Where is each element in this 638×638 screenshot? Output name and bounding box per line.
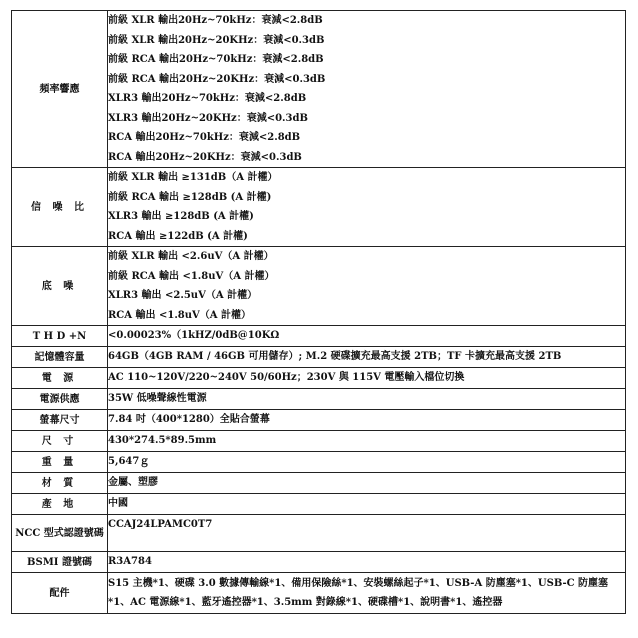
spec-row-noise-floor	[12, 247, 626, 326]
spec-label: T H D +N	[12, 326, 108, 347]
spec-row-weight	[12, 452, 626, 473]
spec-line: R3A784	[108, 556, 152, 567]
spec-line: XLR3 輸出 ≥128dB (A 計權)	[108, 211, 254, 222]
spec-line: RCA 輸出 ≥122dB (A 計權)	[108, 230, 248, 242]
spec-row-thd	[12, 326, 626, 347]
spec-row-accessories	[12, 573, 626, 614]
spec-line: 35W 低噪聲線性電源	[108, 393, 207, 404]
spec-row-storage	[12, 347, 626, 368]
spec-line: <0.00023%（1kHZ/0dB@10KΩ	[108, 330, 280, 341]
spec-line: 7.84 吋（400*1280）全貼合螢幕	[108, 414, 270, 425]
spec-label: 電源供應	[12, 389, 108, 410]
spec-value	[108, 473, 626, 494]
spec-row-dimensions	[12, 431, 626, 452]
spec-value	[108, 389, 626, 410]
spec-line: 前級 XLR 輸出20Hz~70kHz：衰減<2.8dB	[108, 15, 323, 26]
spec-line: 前級 XLR 輸出 ≥131dB（A 計權）	[108, 172, 278, 183]
spec-line: 前級 XLR 輸出20Hz~20KHz：衰減<0.3dB	[108, 34, 325, 46]
spec-line: AC 110~120V/220~240V 50/60Hz；230V 與 115V 電壓輸入檔位切換	[108, 372, 465, 383]
spec-row-bsmi	[12, 552, 626, 573]
spec-line: 中國	[108, 498, 128, 509]
spec-row-frequency-response	[12, 11, 626, 168]
spec-row-ncc	[12, 515, 626, 552]
spec-table	[11, 10, 626, 614]
spec-line: 5,647ｇ	[108, 456, 150, 467]
spec-line: 前級 RCA 輸出20Hz~20KHz：衰減<0.3dB	[108, 73, 326, 85]
spec-line: XLR3 輸出20Hz~20KHz：衰減<0.3dB	[108, 112, 308, 124]
spec-value	[108, 247, 626, 326]
spec-line: RCA 輸出20Hz~70kHz：衰減<2.8dB	[108, 132, 301, 143]
spec-label: 記憶體容量	[12, 347, 108, 368]
spec-line: S15 主機*1、硬碟 3.0 數據傳輸線*1、備用保險絲*1、安裝螺絲起子*1、USB-A 防塵塞*1、USB-C 防塵塞*1、AC 電源線*1、藍牙遙控器*1、3.5mm 對錄線*1、硬碟槽*1、說明書*1、遙控器	[108, 578, 609, 608]
spec-label: NCC 型式認證號碼	[12, 515, 108, 552]
spec-value	[108, 452, 626, 473]
spec-line: 前級 RCA 輸出20Hz~70kHz：衰減<2.8dB	[108, 54, 324, 65]
spec-label: 材 質	[12, 473, 108, 494]
spec-label: 尺 寸	[12, 431, 108, 452]
spec-line: XLR3 輸出 <2.5uV（A 計權）	[108, 290, 258, 301]
spec-value	[108, 168, 626, 247]
spec-label: 頻率響應	[12, 11, 108, 168]
spec-line: 64GB（4GB RAM / 46GB 可用儲存）; M.2 硬碟擴充最高支援 2TB；TF 卡擴充最高支援 2TB	[108, 351, 562, 362]
spec-value	[108, 326, 626, 347]
spec-value	[108, 552, 626, 573]
spec-row-material	[12, 473, 626, 494]
spec-value	[108, 11, 626, 168]
spec-line: 金屬、塑膠	[108, 477, 158, 488]
spec-line: XLR3 輸出20Hz~70kHz：衰減<2.8dB	[108, 93, 307, 104]
spec-label: 重 量	[12, 452, 108, 473]
spec-row-screen-size	[12, 410, 626, 431]
spec-line: RCA 輸出20Hz~20KHz：衰減<0.3dB	[108, 151, 302, 163]
spec-line: CCAJ24LPAMC0T7	[108, 519, 213, 530]
spec-value	[108, 368, 626, 389]
spec-row-snr	[12, 168, 626, 247]
spec-value	[108, 573, 626, 614]
spec-line: 前級 XLR 輸出 <2.6uV（A 計權）	[108, 251, 274, 262]
spec-line: 430*274.5*89.5mm	[108, 435, 217, 446]
spec-label: 螢幕尺寸	[12, 410, 108, 431]
spec-row-power	[12, 368, 626, 389]
spec-label: 底 噪	[12, 247, 108, 326]
spec-value	[108, 347, 626, 368]
spec-line: 前級 RCA 輸出 <1.8uV（A 計權）	[108, 270, 275, 282]
spec-value	[108, 410, 626, 431]
spec-label: 產 地	[12, 494, 108, 515]
spec-value	[108, 494, 626, 515]
spec-label: 電 源	[12, 368, 108, 389]
spec-value	[108, 431, 626, 452]
spec-label: BSMI 證號碼	[12, 552, 108, 573]
spec-row-power-supply	[12, 389, 626, 410]
spec-label: 配件	[12, 573, 108, 614]
spec-row-origin	[12, 494, 626, 515]
spec-line: RCA 輸出 <1.8uV（A 計權）	[108, 309, 252, 321]
spec-line: 前級 RCA 輸出 ≥128dB (A 計權)	[108, 191, 272, 203]
spec-label: 信 噪 比	[12, 168, 108, 247]
spec-value	[108, 515, 626, 552]
